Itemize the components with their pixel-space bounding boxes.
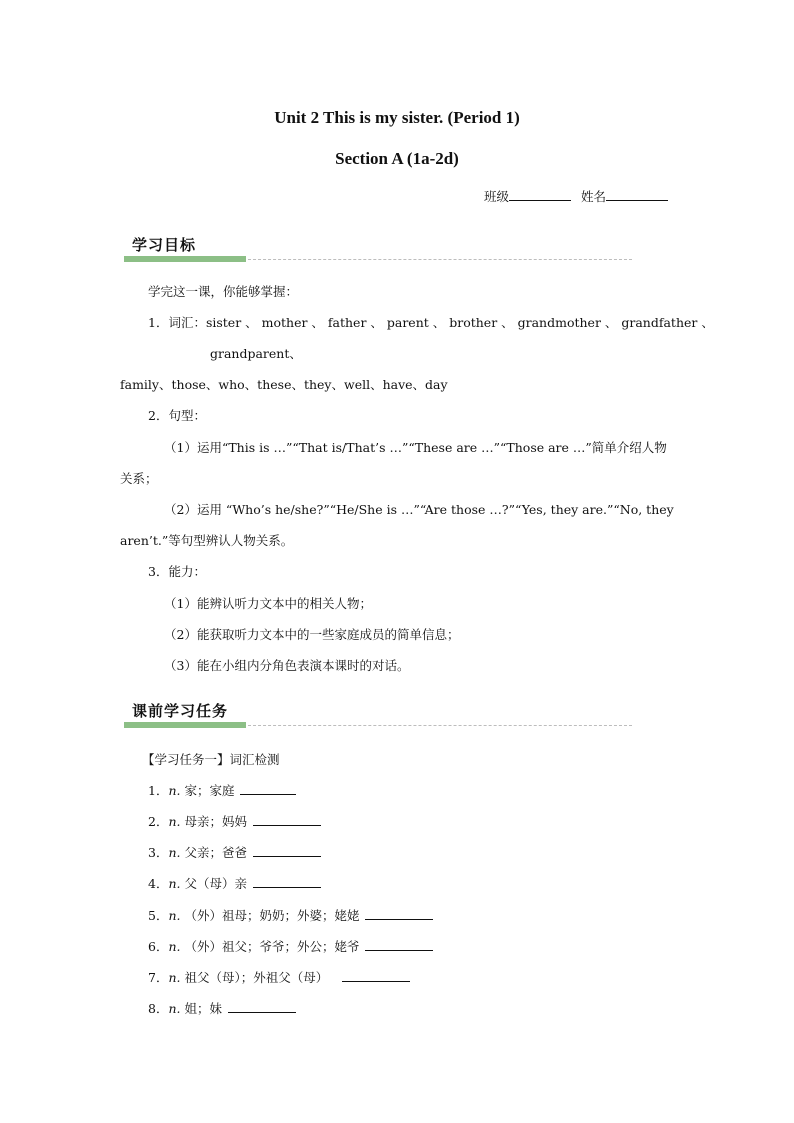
heading-dashed-line [248,259,632,260]
sentence-1-line-1: （1）运用“This is …”“That is/That’s …”“These are …”“Those are …”简单介绍人物 [164,440,667,455]
sentence-1-line-2: 关系； [120,471,158,486]
item-number: 8． [148,1001,169,1016]
item-number: 4． [148,876,169,891]
vocab-item [148,812,321,830]
answer-blank[interactable] [228,1000,296,1013]
part-of-speech: n. [168,814,181,829]
heading-underline [124,722,246,728]
page-title: Unit 2 This is my sister. (Period 1) [274,108,520,127]
item-number: 7． [148,970,169,985]
ability-label: 3．能力： [148,564,206,579]
section-heading-tasks [124,700,632,730]
part-of-speech: n. [168,1001,181,1016]
item-meaning: 祖父（母）；外祖父（母） [184,970,329,985]
ability-1: （1）能辨认听力文本中的相关人物； [164,596,372,611]
part-of-speech: n. [168,876,181,891]
vocab-line-2: grandparent、 [210,346,302,361]
sentence-2-line-1: （2）运用 “Who’s he/she?”“He/She is …”“Are those …?”“Yes, they are.”“No, they [164,502,674,517]
item-number: 6． [148,939,169,954]
vocab-item [148,906,433,924]
heading-underline [124,256,246,262]
answer-blank[interactable] [365,907,433,920]
sentence-2-line-2: aren’t.”等句型辨认人物关系。 [120,533,294,548]
item-meaning: 姐；妹 [184,1001,222,1016]
answer-blank[interactable] [342,969,410,982]
item-number: 5． [148,908,169,923]
ability-3: （3）能在小组内分角色表演本课时的对话。 [164,658,410,673]
part-of-speech: n. [168,939,181,954]
item-meaning: 母亲；妈妈 [184,814,247,829]
answer-blank[interactable] [253,844,321,857]
objectives-intro: 学完这一课，你能够掌握： [148,284,299,299]
vocab-words: sister 、 mother 、 father 、 parent 、 brother 、 grandmother 、 grandfather 、 [205,315,714,330]
answer-blank[interactable] [253,875,321,888]
section-title: 课前学习任务 [132,702,229,720]
part-of-speech: n. [168,783,181,798]
vocab-item [148,999,296,1017]
task-1-title: 【学习任务一】词汇检测 [142,752,280,767]
vocab-item [148,937,433,955]
item-number: 2． [148,814,169,829]
name-blank[interactable] [606,188,668,201]
sentence-label: 2．句型： [148,408,206,423]
heading-dashed-line [248,725,632,726]
ability-2: （2）能获取听力文本中的一些家庭成员的简单信息； [164,627,460,642]
vocab-item [148,781,296,799]
vocab-line-3: family、those、who、these、they、well、have、day [120,377,448,392]
section-title: 学习目标 [132,236,197,254]
item-number: 3． [148,845,169,860]
item-meaning: （外）祖母；奶奶；外婆；姥姥 [184,908,360,923]
part-of-speech: n. [168,845,181,860]
item-meaning: 父（母）亲 [184,876,247,891]
part-of-speech: n. [168,970,181,985]
answer-blank[interactable] [365,938,433,951]
answer-blank[interactable] [240,782,296,795]
item-number: 1． [148,783,169,798]
class-label: 班级 [484,189,510,204]
class-name-fields [484,187,668,205]
vocab-label: 1．词汇： [148,315,206,330]
part-of-speech: n. [168,908,181,923]
section-heading-objectives [124,234,632,264]
vocab-line [148,313,714,331]
item-meaning: 父亲；爸爸 [184,845,247,860]
vocab-item [148,874,321,892]
item-meaning: 家；家庭 [184,783,235,798]
answer-blank[interactable] [253,813,321,826]
item-meaning: （外）祖父；爷爷；外公；姥爷 [184,939,360,954]
name-label: 姓名 [581,189,607,204]
vocab-item [148,968,410,986]
vocab-item [148,843,321,861]
page-subtitle: Section A (1a-2d) [335,149,459,168]
class-blank[interactable] [509,188,571,201]
